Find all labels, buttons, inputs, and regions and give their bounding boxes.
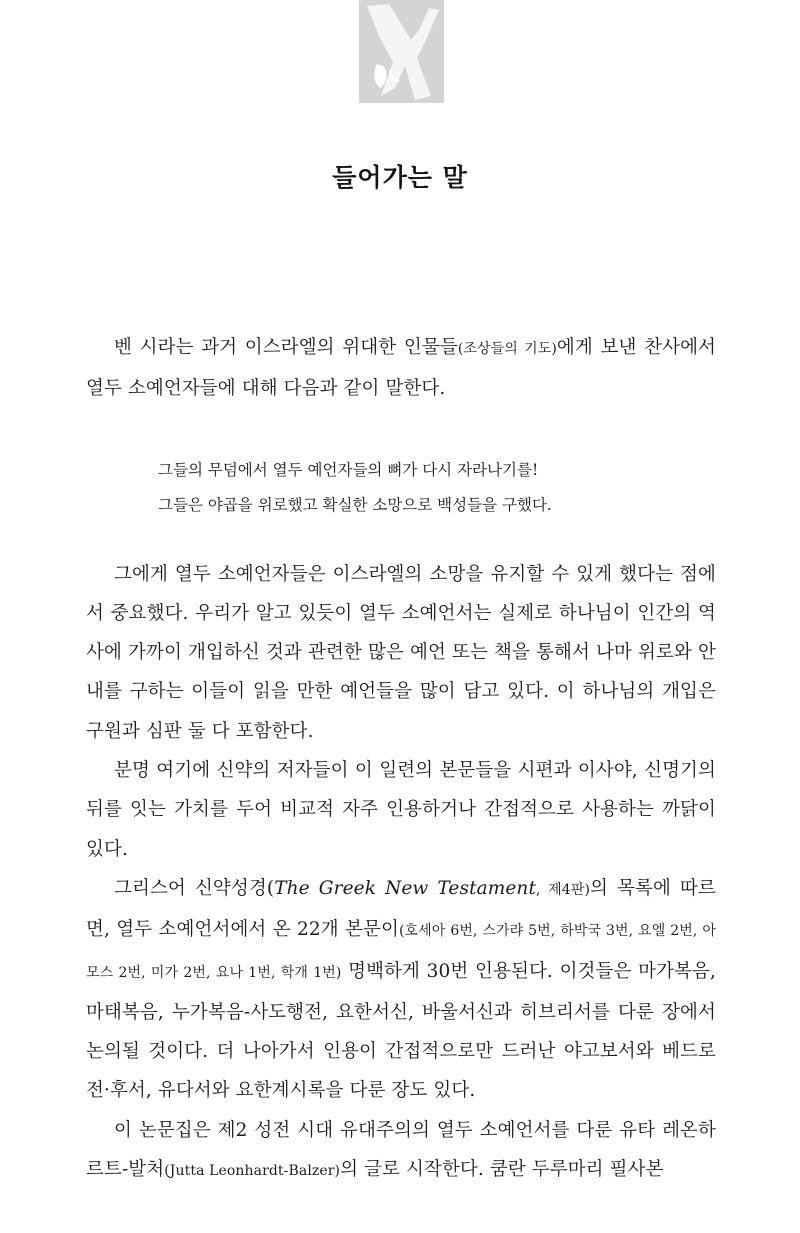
edition-note: , 제4판) bbox=[535, 881, 591, 898]
text-body bbox=[86, 328, 716, 1191]
paragraph-intro-note: (조상들의 기도) bbox=[457, 341, 557, 357]
block-quote bbox=[158, 453, 716, 523]
paragraph-4-part2: 의 목록에 따르면, 열두 소예언서에서 온 22개 본문이 bbox=[86, 877, 717, 941]
chapter-ornament bbox=[359, 0, 444, 103]
author-name-latin: (Jutta Leonhardt-Balzer) bbox=[164, 1163, 341, 1180]
decorative-calligraphy-ornament-icon bbox=[359, 0, 444, 103]
paragraph-4-part1: 그리스어 신약성경 bbox=[114, 877, 267, 899]
chapter-title: 들어가는 말 bbox=[332, 163, 468, 192]
quote-line-1: 그들의 무덤에서 열두 예언자들의 뼈가 다시 자라나기를! bbox=[158, 460, 539, 479]
paragraph-intro bbox=[86, 328, 716, 409]
paragraph-intro-after: 에게 보낸 찬사에서 열두 소예언자들에 대해 다음과 같이 말한다. bbox=[86, 337, 717, 400]
paragraph-2: 그에게 열두 소예언자들은 이스라엘의 소망을 유지할 수 있게 했다는 점에서 중요했다. 우리가 알고 있듯이 열두 소예언서는 실제로 하나님이 인간의 역사에 가까이 개입하신 것과 관련한 많은 예언 또는 책을 통해서 나마 위로와 안내를 구하는 이들이 읽을 만한 예언들을 많이 담고 있다. 이 하나님의 개입은 구원과 심판 둘 다 포함한다. bbox=[86, 563, 716, 742]
paragraph-4-paren-open: ( bbox=[266, 877, 275, 899]
paragraph-5-part2: 의 글로 시작한다. 쿰란 두루마리 필사본 bbox=[340, 1159, 664, 1181]
paragraph-4-part3: 명백하게 30번 인용된다. 이것들은 마가복음, 마태복음, 누가복음-사도행전, 요한서신, 바울서신과 히브리서를 다룬 장에서 논의될 것이다. 더 나아가서 인용이 간접적으로만 드러난 야고보서와 베드로 전·후서, 유다서와 요한계시록을 다룬 장도 있다. bbox=[86, 960, 716, 1102]
paragraph-4 bbox=[86, 869, 716, 1111]
citation-counts: (호세아 6번, 스가랴 5번, 하박국 3번, 요엘 2번, 아모스 2번, 미가 2번, 요나 1번, 학개 1번) bbox=[86, 923, 716, 981]
paragraph-3: 분명 여기에 신약의 저자들이 이 일련의 본문들을 시편과 이사야, 신명기의 뒤를 잇는 가치를 두어 비교적 자주 인용하거나 간접적으로 사용하는 까닭이 있다. bbox=[86, 760, 716, 860]
paragraph-intro-before: 벤 시라는 과거 이스라엘의 위대한 인물들 bbox=[114, 337, 458, 358]
paragraph-5-part1: 이 논문집은 제2 성전 시대 유대주의의 열두 소예언서를 다룬 유타 레온하르트-발처 bbox=[86, 1119, 716, 1181]
paragraph-5 bbox=[86, 1111, 716, 1192]
book-title: The Greek New Testament bbox=[274, 877, 536, 899]
quote-line-2: 그들은 야곱을 위로했고 확실한 소망으로 백성들을 구했다. bbox=[158, 495, 552, 514]
